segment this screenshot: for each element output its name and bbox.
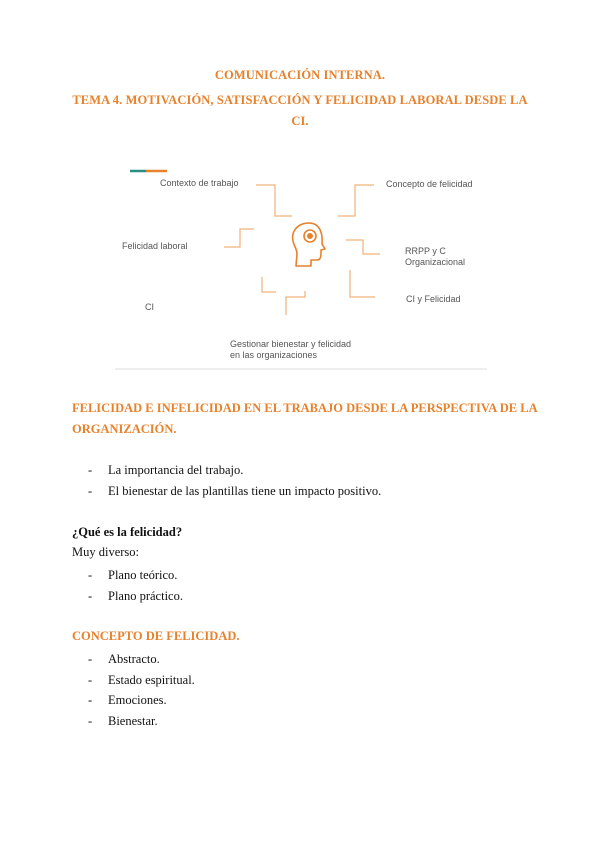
list-item	[88, 690, 195, 711]
intro-text: Muy diverso:	[72, 545, 140, 559]
list-bullet: -	[88, 652, 93, 666]
document-title-line2: TEMA 4. MOTIVACIÓN, SATISFACCIÓN Y FELICIDAD LABORAL DESDE LA	[72, 93, 528, 107]
list-bullet: -	[88, 713, 93, 728]
list-item	[88, 649, 195, 670]
diagram-label-contexto: Contexto de trabajo	[160, 178, 239, 188]
diagram-label-rrpp: RRPP y C	[405, 246, 446, 256]
list-item	[88, 711, 195, 732]
list-item	[88, 481, 381, 502]
list-item	[88, 586, 183, 607]
section-heading-line2: ORGANIZACIÓN.	[72, 422, 177, 436]
diagram-label-felicidad-laboral: Felicidad laboral	[122, 241, 188, 251]
connector-felicidad-laboral	[224, 229, 254, 247]
section3-list	[88, 649, 195, 731]
list-bullet: -	[88, 693, 93, 707]
section-heading-concepto: CONCEPTO DE FELICIDAD.	[72, 629, 240, 643]
section-heading-felicidad-infelicidad	[72, 398, 542, 440]
diagram-label-concepto: Concepto de felicidad	[386, 179, 473, 189]
list-item-text: Plano práctico.	[108, 588, 183, 603]
question-heading: ¿Qué es la felicidad?	[72, 525, 183, 539]
list-bullet: -	[88, 568, 93, 582]
connector-contexto	[256, 185, 292, 216]
list-item-text: Emociones.	[108, 693, 167, 707]
list-item-text: Abstracto.	[108, 652, 160, 666]
document-title-line3: CI.	[291, 114, 309, 128]
diagram-label-ci: CI	[145, 302, 154, 312]
list-item	[88, 460, 381, 481]
list-item-text: Bienestar.	[108, 713, 158, 728]
diagram-label-rrpp-2: Organizacional	[405, 257, 466, 267]
section-heading-line1: FELICIDAD E INFELICIDAD EN EL TRABAJO DESDE LA PERSPECTIVA DE LA	[72, 401, 538, 415]
list-item	[88, 565, 183, 586]
list-bullet: -	[88, 672, 93, 687]
connector-gestionar	[286, 291, 305, 315]
list-item-text: Estado espiritual.	[108, 672, 195, 687]
list-item	[88, 670, 195, 691]
head-icon	[293, 223, 325, 266]
document-title-line1: COMUNICACIÓN INTERNA.	[214, 68, 386, 82]
list-bullet: -	[88, 483, 93, 498]
connector-concepto	[338, 185, 374, 216]
connector-ci	[262, 277, 276, 292]
connector-rrpp	[346, 240, 380, 254]
list-item-text: El bienestar de las plantillas tiene un impacto positivo.	[108, 483, 382, 498]
diagram-label-ci-felicidad: CI y Felicidad	[406, 294, 461, 304]
section1-list	[88, 460, 381, 501]
list-item-text: Plano teórico.	[108, 568, 178, 582]
list-bullet: -	[88, 463, 93, 477]
diagram-label-gestionar-2: en las organizaciones	[230, 350, 318, 360]
section2-list	[88, 565, 183, 606]
connector-ci-felicidad	[350, 270, 375, 297]
list-bullet: -	[88, 588, 93, 603]
diagram-label-gestionar: Gestionar bienestar y felicidad	[230, 339, 352, 349]
list-item-text: La importancia del trabajo.	[108, 463, 244, 477]
